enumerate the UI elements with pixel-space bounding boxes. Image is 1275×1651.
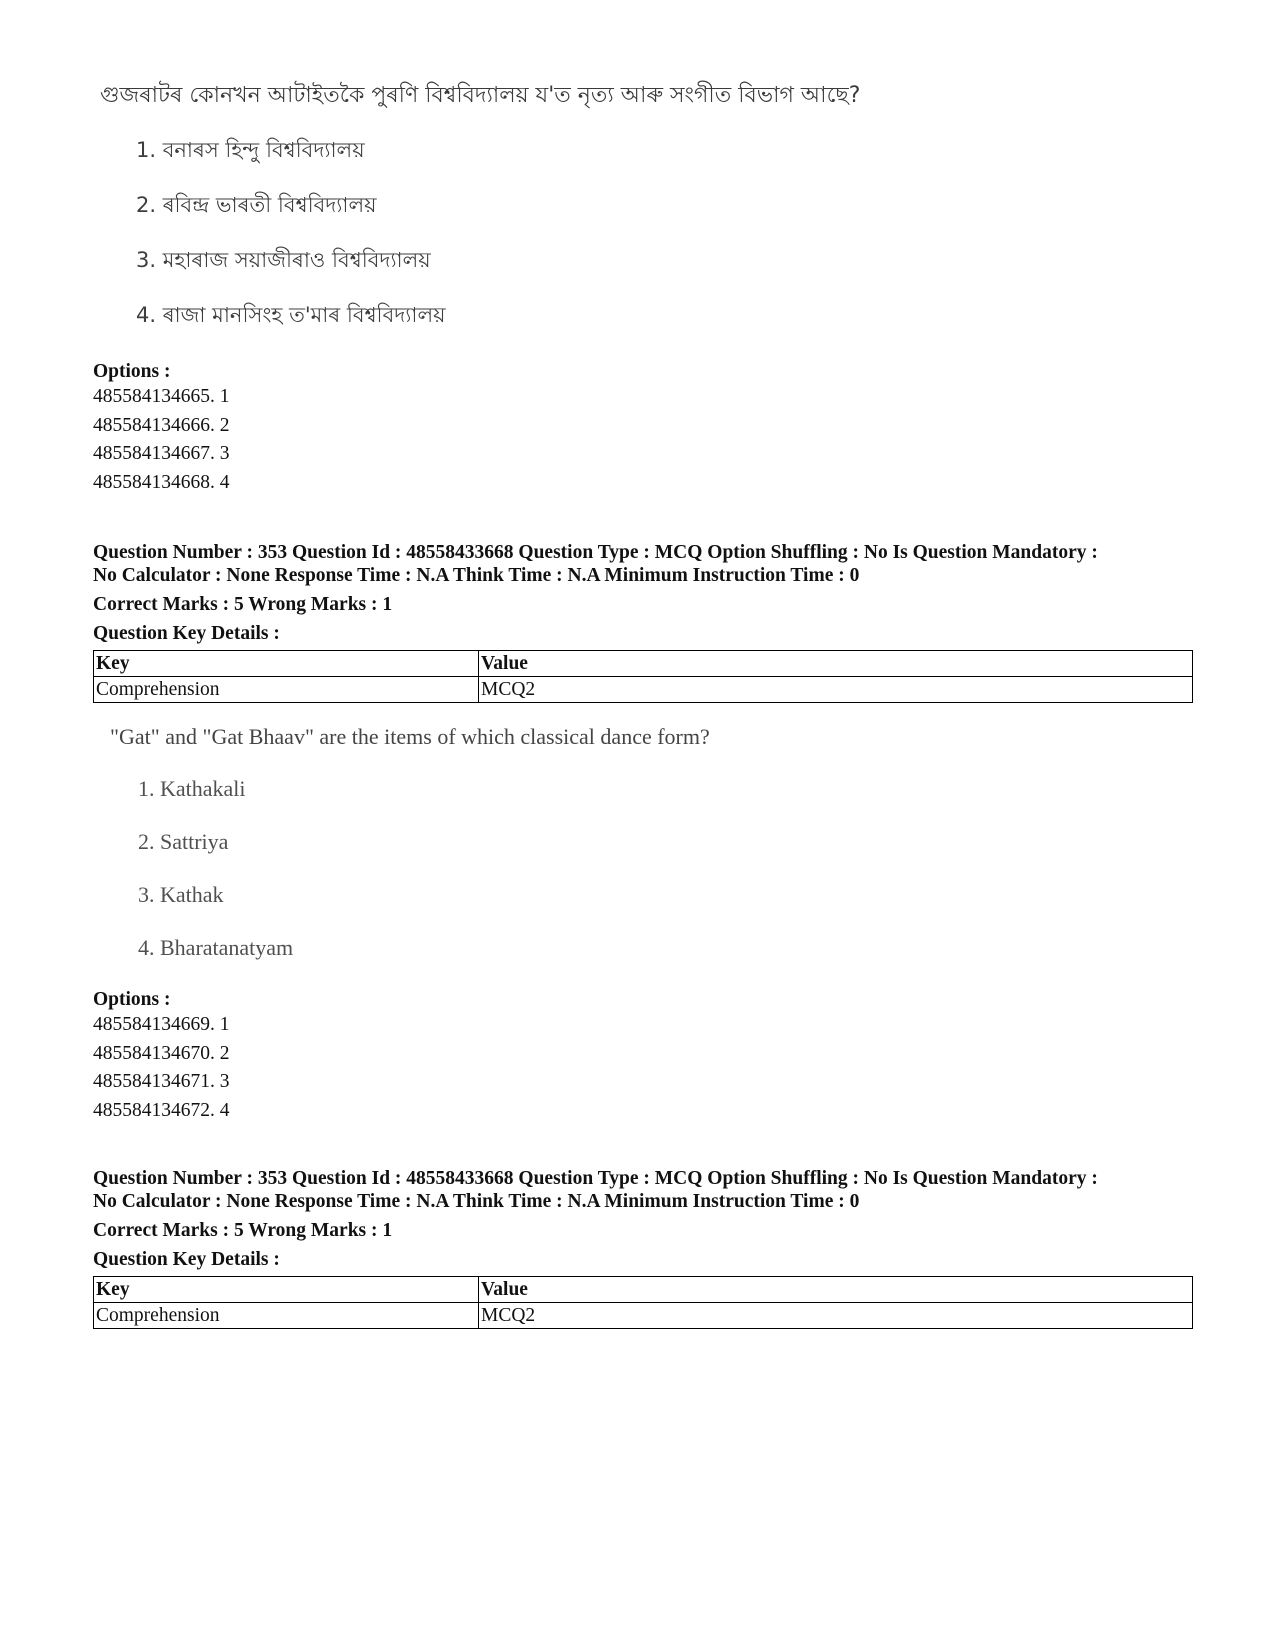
meta-line-2: No Calculator : None Response Time : N.A Think Time : N.A Minimum Instruction Time : 0 [93, 1191, 860, 1212]
question-1-choice-4: 4. ৰাজা মানসিংহ ত'মাৰ বিশ্ববিদ্যালয় [136, 303, 446, 327]
table-cell-value: MCQ2 [479, 1303, 1193, 1329]
question-2-choice-2: 2. Sattriya [138, 829, 229, 854]
options-label-2: Options : [93, 989, 171, 1010]
question-2-choice-1: 1. Kathakali [138, 776, 246, 801]
key-value-table-3 [93, 1276, 1193, 1329]
options-label-1: Options : [93, 361, 171, 382]
question-1-choice-2: 2. ৰবিন্দ্ৰ ভাৰতী বিশ্ববিদ্যালয় [136, 193, 377, 217]
table-header-value: Value [479, 651, 1193, 677]
meta-line-1: Question Number : 353 Question Id : 48558433668 Question Type : MCQ Option Shuffling : No Is Question Mandatory : [93, 542, 1098, 563]
table-header-value: Value [479, 1277, 1193, 1303]
table-row [94, 1277, 1193, 1303]
table-cell-value: MCQ2 [479, 677, 1193, 703]
question-meta-3 [93, 1167, 1193, 1213]
question-1-stem: গুজৰাটৰ কোনখন আটাইতকৈ পুৰণি বিশ্ববিদ্যালয় য'ত নৃত্য আৰু সংগীত বিভাগ আছে? [100, 83, 861, 108]
question-1-image [100, 78, 861, 327]
option-item: 485584134671. 3 [93, 1071, 230, 1092]
question-meta-2 [93, 541, 1193, 587]
option-item: 485584134672. 4 [93, 1099, 230, 1121]
question-2-choice-4: 4. Bharatanatyam [138, 935, 294, 960]
option-item: 485584134668. 4 [93, 471, 230, 493]
marks-line-2: Correct Marks : 5 Wrong Marks : 1 [93, 594, 393, 615]
table-row [94, 651, 1193, 677]
table-cell-key: Comprehension [94, 677, 479, 703]
key-value-table-2 [93, 650, 1193, 703]
key-details-label-2: Question Key Details : [93, 623, 280, 644]
table-row [94, 677, 1193, 703]
option-item: 485584134665. 1 [93, 386, 230, 407]
option-item: 485584134666. 2 [93, 414, 230, 436]
table-row [94, 1303, 1193, 1329]
marks-line-3: Correct Marks : 5 Wrong Marks : 1 [93, 1220, 393, 1241]
options-list-2 [93, 1011, 230, 1125]
option-item: 485584134669. 1 [93, 1014, 230, 1035]
question-2-image [110, 724, 710, 960]
option-item: 485584134667. 3 [93, 443, 230, 464]
question-1-choice-1: 1. বনাৰস হিন্দু বিশ্ববিদ্যালয় [136, 138, 365, 162]
question-2-stem: "Gat" and "Gat Bhaav" are the items of which classical dance form? [110, 724, 710, 749]
meta-line-2: No Calculator : None Response Time : N.A Think Time : N.A Minimum Instruction Time : 0 [93, 565, 860, 586]
table-header-key: Key [94, 1277, 479, 1303]
table-header-key: Key [94, 651, 479, 677]
key-details-label-3: Question Key Details : [93, 1249, 280, 1270]
question-2-choice-3: 3. Kathak [138, 882, 224, 907]
option-item: 485584134670. 2 [93, 1042, 230, 1064]
question-1-choice-3: 3. মহাৰাজ সয়াজীৰাও বিশ্ববিদ্যালয় [136, 248, 431, 272]
meta-line-1: Question Number : 353 Question Id : 48558433668 Question Type : MCQ Option Shuffling : No Is Question Mandatory : [93, 1168, 1098, 1189]
options-list-1 [93, 383, 230, 497]
table-cell-key: Comprehension [94, 1303, 479, 1329]
